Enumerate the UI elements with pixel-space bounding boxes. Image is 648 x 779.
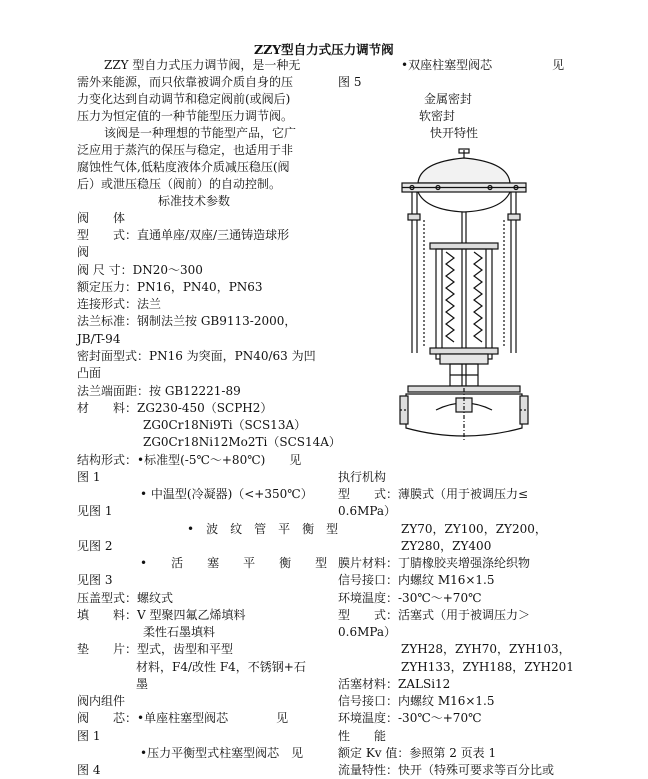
param-line: 材 料：ZG230-450（SCPH2） bbox=[77, 401, 273, 415]
param-line: 金属密封 bbox=[424, 92, 473, 106]
param-line: 材料，F4/改性 F4，不锈钢+石 bbox=[136, 660, 306, 674]
param-line: 密封面型式：PN16 为突面，PN40/63 为凹 bbox=[77, 349, 316, 363]
subsection-heading: 执行机构 bbox=[338, 470, 387, 484]
section-heading: 标准技术参数 bbox=[158, 194, 231, 208]
param-line: • 中温型(冷凝器)（<+350℃） bbox=[140, 487, 313, 501]
param-line: ZG0Cr18Ni9Ti（SCS13A） bbox=[143, 418, 307, 432]
valve-diagram-icon bbox=[396, 148, 532, 444]
page-title: ZZY型自力式压力调节阀 bbox=[254, 42, 394, 57]
param-line: 法兰标准：钢制法兰按 GB9113-2000， bbox=[77, 314, 297, 328]
param-line: 快开特性 bbox=[430, 126, 479, 140]
intro-line: 泛应用于蒸汽的保压与稳定，也适用于非 bbox=[77, 143, 294, 157]
param-line: ZY70，ZY100，ZY200， bbox=[401, 522, 547, 536]
param-line: 活塞材料：ZALSi12 bbox=[338, 677, 451, 691]
param-line: 型 式：直通单座/双座/三通铸造球形 bbox=[77, 228, 290, 242]
param-line: 连接形式：法兰 bbox=[77, 297, 162, 311]
param-line: • 活 塞 平 衡 型 bbox=[140, 556, 328, 570]
param-line: 额定压力：PN16，PN40，PN63 bbox=[77, 280, 263, 294]
param-line: • 波 纹 管 平 衡 型 bbox=[187, 522, 339, 536]
intro-line: 腐蚀性气体,低粘度液体介质减压稳压(阀 bbox=[77, 160, 290, 174]
param-line: 见图 2 bbox=[77, 539, 113, 553]
param-line: 图 1 bbox=[77, 470, 101, 484]
param-line: ZYH133，ZYH188，ZYH201 bbox=[401, 660, 574, 674]
param-line: ZYH28，ZYH70，ZYH103， bbox=[401, 642, 571, 656]
subsection-heading: 阀内组件 bbox=[77, 694, 126, 708]
intro-line: 需外来能源，而只依靠被调介质自身的压 bbox=[77, 75, 294, 89]
param-line: 环境温度：-30℃～+70℃ bbox=[338, 591, 482, 605]
param-line: 见图 3 bbox=[77, 573, 113, 587]
param-line: 见图 1 bbox=[77, 504, 113, 518]
intro-line: 后）或泄压稳压（阀前）的自动控制。 bbox=[77, 177, 282, 191]
param-line: 法兰端面距：按 GB12221-89 bbox=[77, 384, 241, 398]
param-line: 环境温度：-30℃～+70℃ bbox=[338, 711, 482, 725]
subsection-heading: 阀 体 bbox=[77, 211, 126, 225]
param-line: 0.6MPa） bbox=[338, 504, 397, 518]
param-line: •双座柱塞型阀芯 见 bbox=[401, 58, 565, 72]
param-line: 信号接口：内螺纹 M16×1.5 bbox=[338, 573, 495, 587]
param-line: 填 料：V 型聚四氟乙烯填料 bbox=[77, 608, 246, 622]
param-line: 型 式：薄膜式（用于被调压力≤ bbox=[338, 487, 529, 501]
intro-line: ZZY 型自力式压力调节阀，是一种无 bbox=[104, 58, 301, 72]
param-line: JB/T-94 bbox=[77, 332, 121, 346]
param-line: 阀 尺 寸：DN20～300 bbox=[77, 263, 203, 277]
param-line: ZY280，ZY400 bbox=[401, 539, 492, 553]
param-line: 图 5 bbox=[338, 75, 362, 89]
param-line: 阀 芯：•单座柱塞型阀芯 见 bbox=[77, 711, 289, 725]
param-line: 流量特性：快开（特殊可要求等百分比或 bbox=[338, 763, 555, 777]
subsection-heading: 性 能 bbox=[338, 729, 387, 743]
param-line: 垫 片：型式，齿型和平型 bbox=[77, 642, 234, 656]
param-line: 0.6MPa） bbox=[338, 625, 397, 639]
param-line: 凸面 bbox=[77, 366, 102, 380]
param-line: 结构形式：•标准型(-5℃～+80℃) 见 bbox=[77, 453, 302, 467]
param-line: 阀 bbox=[77, 245, 90, 259]
param-line: 软密封 bbox=[419, 109, 456, 123]
param-line: 墨 bbox=[136, 677, 149, 691]
param-line: 图 4 bbox=[77, 763, 101, 777]
intro-line: 力变化达到自动调节和稳定阀前(或阀后) bbox=[77, 92, 291, 106]
intro-line: 该阀是一种理想的节能型产品，它广 bbox=[104, 126, 297, 140]
param-line: 图 1 bbox=[77, 729, 101, 743]
param-line: 膜片材料：丁腈橡胶夹增强涤纶织物 bbox=[338, 556, 531, 570]
param-line: 信号接口：内螺纹 M16×1.5 bbox=[338, 694, 495, 708]
param-line: 压盖型式：螺纹式 bbox=[77, 591, 174, 605]
param-line: •压力平衡型式柱塞型阀芯 见 bbox=[140, 746, 304, 760]
param-line: 型 式：活塞式（用于被调压力＞ bbox=[338, 608, 531, 622]
param-line: ZG0Cr18Ni12Mo2Ti（SCS14A） bbox=[143, 435, 341, 449]
param-line: 柔性石墨填料 bbox=[143, 625, 216, 639]
param-line: 额定 Kv 值：参照第 2 页表 1 bbox=[338, 746, 497, 760]
intro-line: 压力为恒定值的一种节能型压力调节阀。 bbox=[77, 109, 294, 123]
